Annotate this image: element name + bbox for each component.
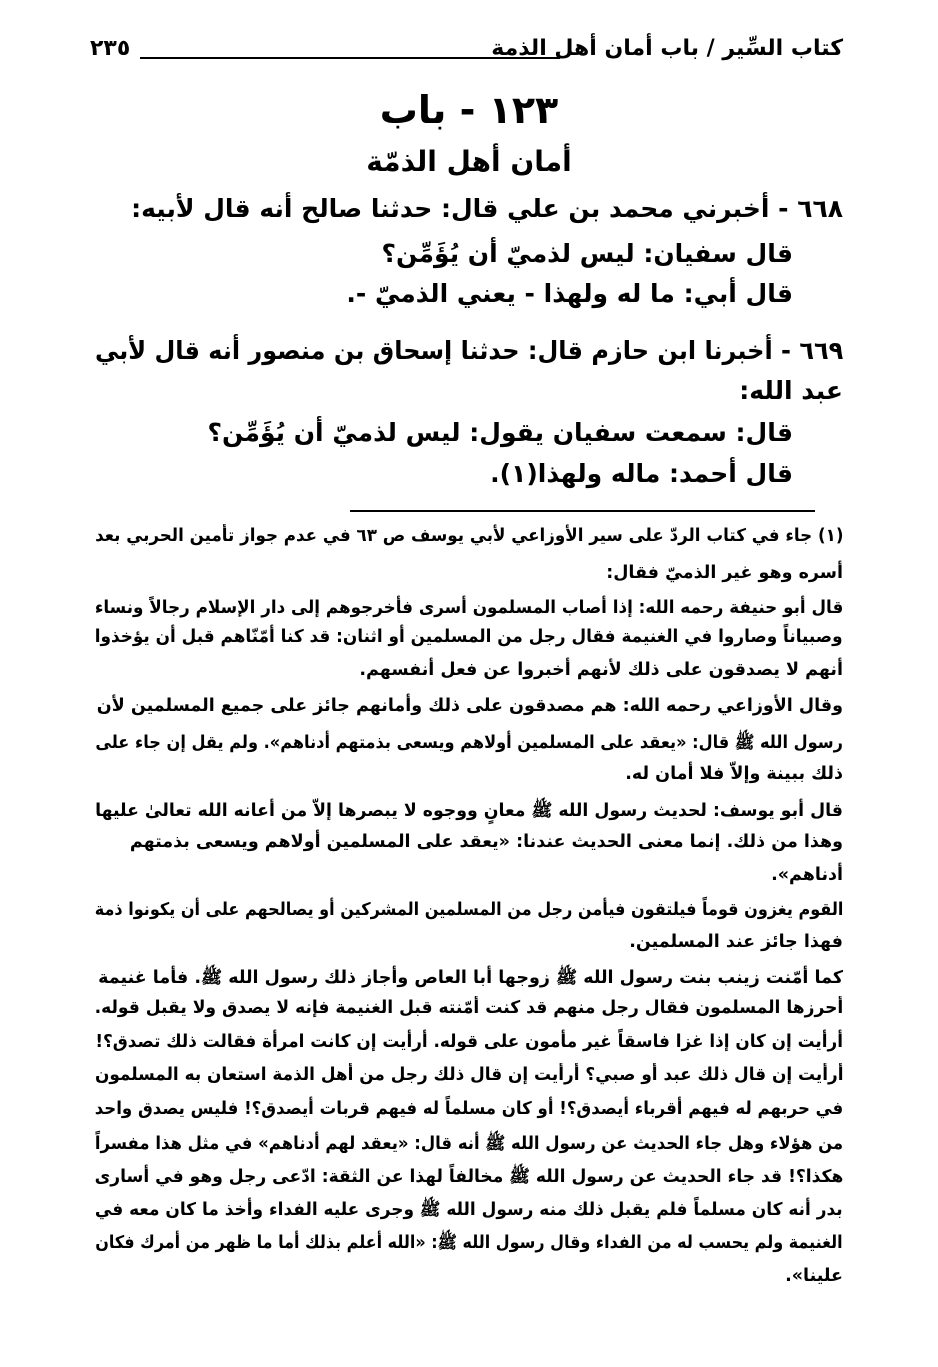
footnote-line: في حربهم له فيهم أقرباء أيصدق؟! أو كان مسلماً له فيهم قربات أيصدق؟! فليس يصدق واحد <box>94 1099 843 1119</box>
main-line: قال سفيان: ليس لذميّ أن يُؤَمِّن؟ <box>381 239 793 268</box>
hadith-668-line: ٦٦٨ - أخبرني محمد بن علي قال: حدثنا صالح أنه قال لأبيه: <box>131 194 843 223</box>
footnote-line: بدر أنه كان مسلماً فلم يقبل ذلك منه رسول الله ﷺ وجرى عليه الفداء وأخذ ما كان معه في <box>95 1200 843 1220</box>
footnote-line: أنهم لا يصدقون على ذلك لأنهم أخبروا عن فعل أنفسهم. <box>359 660 843 680</box>
footnote-separator <box>350 510 815 512</box>
footnote-line: فهذا جائز عند المسلمين. <box>629 932 843 952</box>
hadith-669-line: ٦٦٩ - أخبرنا ابن حازم قال: حدثنا إسحاق بن منصور أنه قال لأبي <box>94 336 843 365</box>
footnote-line: وصبياناً وصاروا في الغنيمة فقال رجل من المسلمين أو اثنان: قد كنا أمّنّاهم قبل أن يؤخذوا <box>95 627 843 647</box>
running-title: كتاب السِّير / باب أمان أهل الذمة <box>491 36 843 61</box>
footnote-line: أسره وهو غير الذميّ فقال: <box>606 563 843 583</box>
footnote-line: القوم يغزون قوماً فيلتقون فيأمن رجل من المسلمين المشركين أو يصالحهم على أن يكونوا ذمة <box>94 900 843 920</box>
footnote-line: أرأيت إن كان إذا غزا فاسقاً غير مأمون على قوله. أرأيت إن كانت امرأة فقالت ذلك تصدق؟! <box>95 1032 843 1052</box>
footnote-line: أحرزها المسلمون فقال رجل منهم قد كنت أمّنته قبل الغنيمة فإنه لا يصدق ولا يقبل قوله. <box>94 998 843 1018</box>
footnote-line: كما أمّنت زينب بنت رسول الله ﷺ زوجها أبا العاص وأجاز ذلك رسول الله ﷺ. فأما غنيمة <box>98 968 843 988</box>
chapter-title: ١٢٣ - باب <box>379 88 559 132</box>
footnote-line: قال أبو حنيفة رحمه الله: إذا أصاب المسلمون أسرى فأخرجوهم إلى دار الإسلام رجالاً ونساء <box>94 598 843 618</box>
footnote-line: هكذا؟! قد جاء الحديث عن رسول الله ﷺ مخالفاً لهذا عن الثقة: ادّعى رجل وهو في أسارى <box>94 1167 843 1187</box>
footnote-line: رسول الله ﷺ قال: «يعقد على المسلمين أولاهم ويسعى بذمتهم أدناهم». ولم يقل إن جاء على <box>95 733 843 753</box>
main-line: قال: سمعت سفيان يقول: ليس لذميّ أن يُؤَمِّن؟ <box>207 418 793 447</box>
footnote-line: وقال الأوزاعي رحمه الله: هم مصدقون على ذلك وأمانهم جائز على جميع المسلمين لأن <box>96 696 843 716</box>
main-line: قال أبي: ما له ولهذا - يعني الذميّ -. <box>346 279 793 308</box>
footnote-line: من هؤلاء وهل جاء الحديث عن رسول الله ﷺ أنه قال: «يعقد لهم أدناهم» في مثل هذا مفسراً <box>94 1134 843 1154</box>
footnote-line: علينا». <box>785 1266 843 1286</box>
main-line: قال أحمد: ماله ولهذا(١). <box>490 459 793 488</box>
footnote-line: وهذا من ذلك. إنما معنى الحديث عندنا: «يعقد على المسلمين أولاهم ويسعى بذمتهم <box>129 832 843 852</box>
header-rule <box>140 57 560 59</box>
page-number: ٢٣٥ <box>90 36 131 61</box>
footnote-line: (١) جاء في كتاب الردّ على سير الأوزاعي لأبي يوسف ص ٦٣ في عدم جواز تأمين الحربي بعد <box>94 526 843 546</box>
footnote-line: قال أبو يوسف: لحديث رسول الله ﷺ معانٍ ووجوه لا يبصرها إلاّ من أعانه الله تعالىٰ عليها <box>95 801 843 821</box>
footnote-line: ذلك ببينة وإلاّ فلا أمان له. <box>625 764 843 784</box>
footnote-line: الغنيمة ولم يحسب له من الفداء وقال رسول الله ﷺ: «الله أعلم بذلك أما ما ظهر من أمرك فكان <box>95 1233 843 1253</box>
main-line: عبد الله: <box>739 376 843 405</box>
footnote-line: أرأيت إن قال ذلك عبد أو صبي؟ أرأيت إن قال ذلك رجل من أهل الذمة استعان به المسلمون <box>94 1065 843 1085</box>
chapter-subtitle: أمان أهل الذمّة <box>366 145 572 178</box>
footnote-line: أدناهم». <box>771 865 843 885</box>
